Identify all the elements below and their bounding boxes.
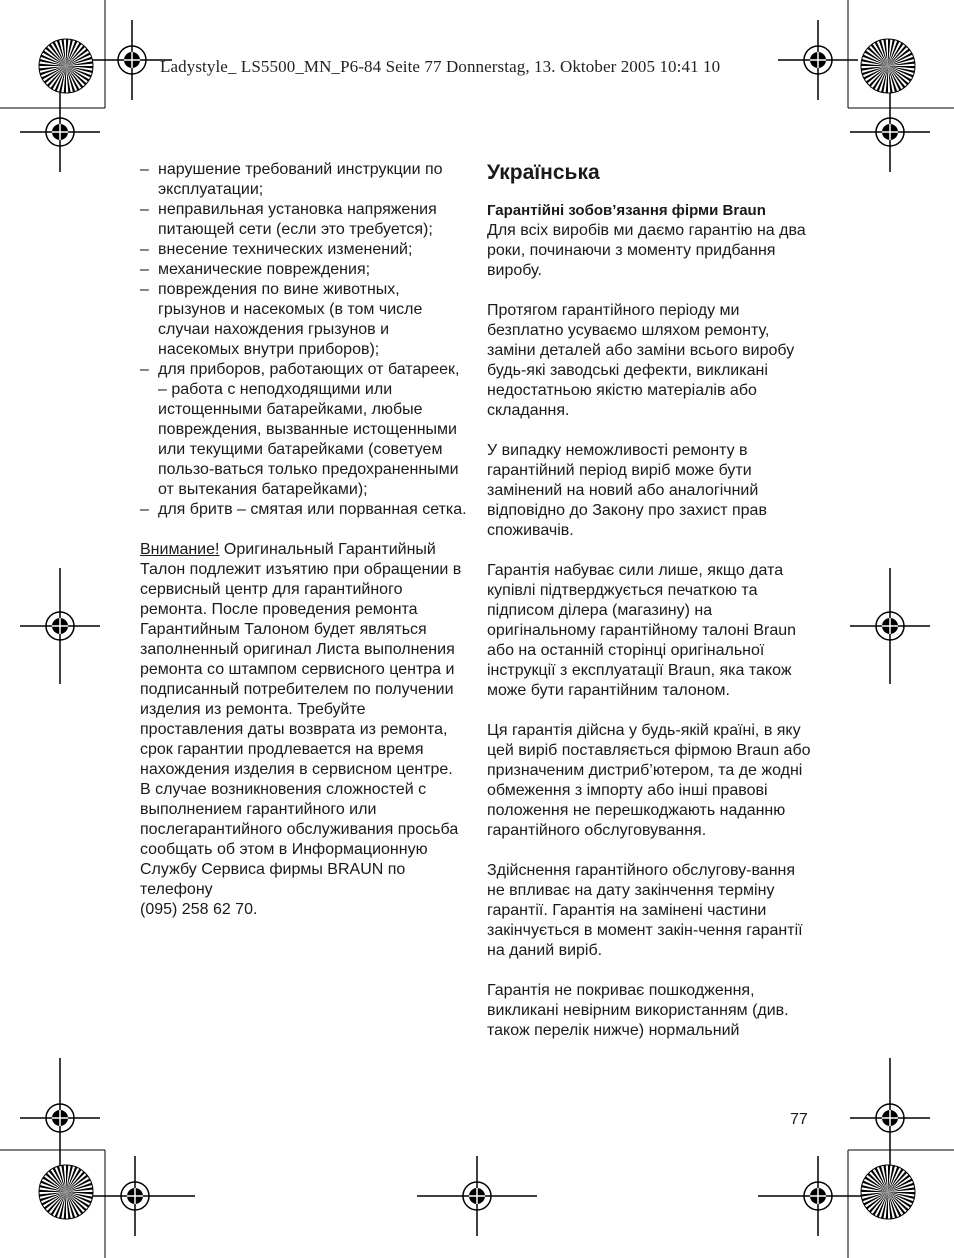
- registration-mark-right-middle: [850, 568, 930, 684]
- star-target-bottom-left: [38, 1164, 94, 1220]
- paragraph: У випадку неможливості ремонту в гарантійний період виріб може бути замінений на новий або аналогічний відповідно до Закону про захист прав споживачів.: [487, 442, 767, 539]
- right-column: [487, 160, 817, 1041]
- print-header-line: Ladystyle_ LS5500_MN_P6-84 Seite 77 Donnerstag, 13. Oktober 2005 10:41 10: [160, 57, 721, 76]
- registration-mark-top-right: [778, 20, 858, 100]
- list-item: – механические повреждения;: [140, 260, 470, 280]
- star-target-top-left: [38, 38, 94, 94]
- paragraph: Ця гарантія дійсна у будь-якій країні, в яку цей виріб поставляється фірмою Braun або призначеним дистриб’ютером, та де жодні обмеження з імпорту або інші правові положення не перешкоджають наданню гарантійного обслуговування.: [487, 722, 811, 839]
- registration-mark-left-upper: [20, 92, 100, 172]
- paragraph: Гарантія не покриває пошкодження, викликані невірним використанням (див. також перелік нижче) нормальний: [487, 982, 789, 1039]
- paragraph: Здійснення гарантійного обслугову-вання не впливає на дату закінчення терміну гарантії. Гарантія на замінені частини закінчується в момент закін-чення гарантії на даний виріб.: [487, 862, 803, 959]
- registration-mark-right-upper: [850, 92, 930, 172]
- attention-text: Оригинальный Гарантийный Талон подлежит изъятию при обращении в сервисный центр для гарантийного ремонта. После проведения ремонта Гарантийным Талоном будет являться заполненный оригинал Листа выполнения ремонта со штампом сервисного центра и подписанный потребителем по получении изделия из ремонта. Требуйте проставления даты возврата из ремонта, срок гарантии продлевается на время нахождения изделия в сервисном центре.: [140, 541, 462, 778]
- attention-paragraph: [140, 540, 470, 780]
- list-item: – внесение технических изменений;: [140, 240, 470, 260]
- list-item: – для бритв – смятая или порванная сетка.: [140, 500, 470, 520]
- paragraph: Гарантія набуває сили лише, якщо дата купівлі підтверджується печаткою та підписом ділера (магазину) на оригінальному гарантійному талоні Braun або на останній сторінці оригінальної інструкції з експлуатації Braun, яка також може бути гарантійним талоном.: [487, 562, 797, 699]
- section-subtitle: Гарантійні зобов’язання фірми Braun: [487, 202, 766, 219]
- service-paragraph: В случае возникновения сложностей с выполнением гарантийного или послегарантийного обслуживания просьба сообщать об этом в Информационную Службу Сервиса фирмы BRAUN по телефону: [140, 781, 459, 898]
- page-number: 77: [790, 1111, 808, 1128]
- star-target-bottom-right: [860, 1164, 916, 1220]
- registration-mark-left-middle: [20, 568, 100, 684]
- exclusions-list: [140, 160, 470, 520]
- phone-number: (095) 258 62 70.: [140, 901, 258, 918]
- paragraph: Для всіх виробів ми даємо гарантію на два роки, починаючи з моменту придбання виробу.: [487, 222, 806, 279]
- list-item: – нарушение требований инструкции по эксплуатации;: [140, 160, 470, 200]
- left-column: [140, 160, 470, 920]
- list-item: – неправильная установка напряжения питающей сети (если это требуется);: [140, 200, 470, 240]
- attention-label: Внимание!: [140, 541, 220, 558]
- list-item: – повреждения по вине животных, грызунов и насекомых (в том числе случаи нахождения грызунов и насекомых внутри приборов);: [140, 280, 470, 360]
- list-item: – для приборов, работающих от батареек, – работа с неподходящими или истощенными батарейками, любые повреждения, вызванные истощенными или текущими батарейками (советуем пользо-ваться только предохраненными от вытекания батарейками);: [140, 360, 470, 500]
- paragraph: Протягом гарантійного періоду ми безплатно усуваємо шляхом ремонту, заміни деталей або заміни всього виробу будь-які заводські дефекти, викликані недостатньою якістю матеріалів або складання.: [487, 302, 795, 419]
- registration-mark-bottom-center: [417, 1156, 537, 1236]
- star-target-top-right: [860, 38, 916, 94]
- section-title: Українська: [487, 161, 600, 184]
